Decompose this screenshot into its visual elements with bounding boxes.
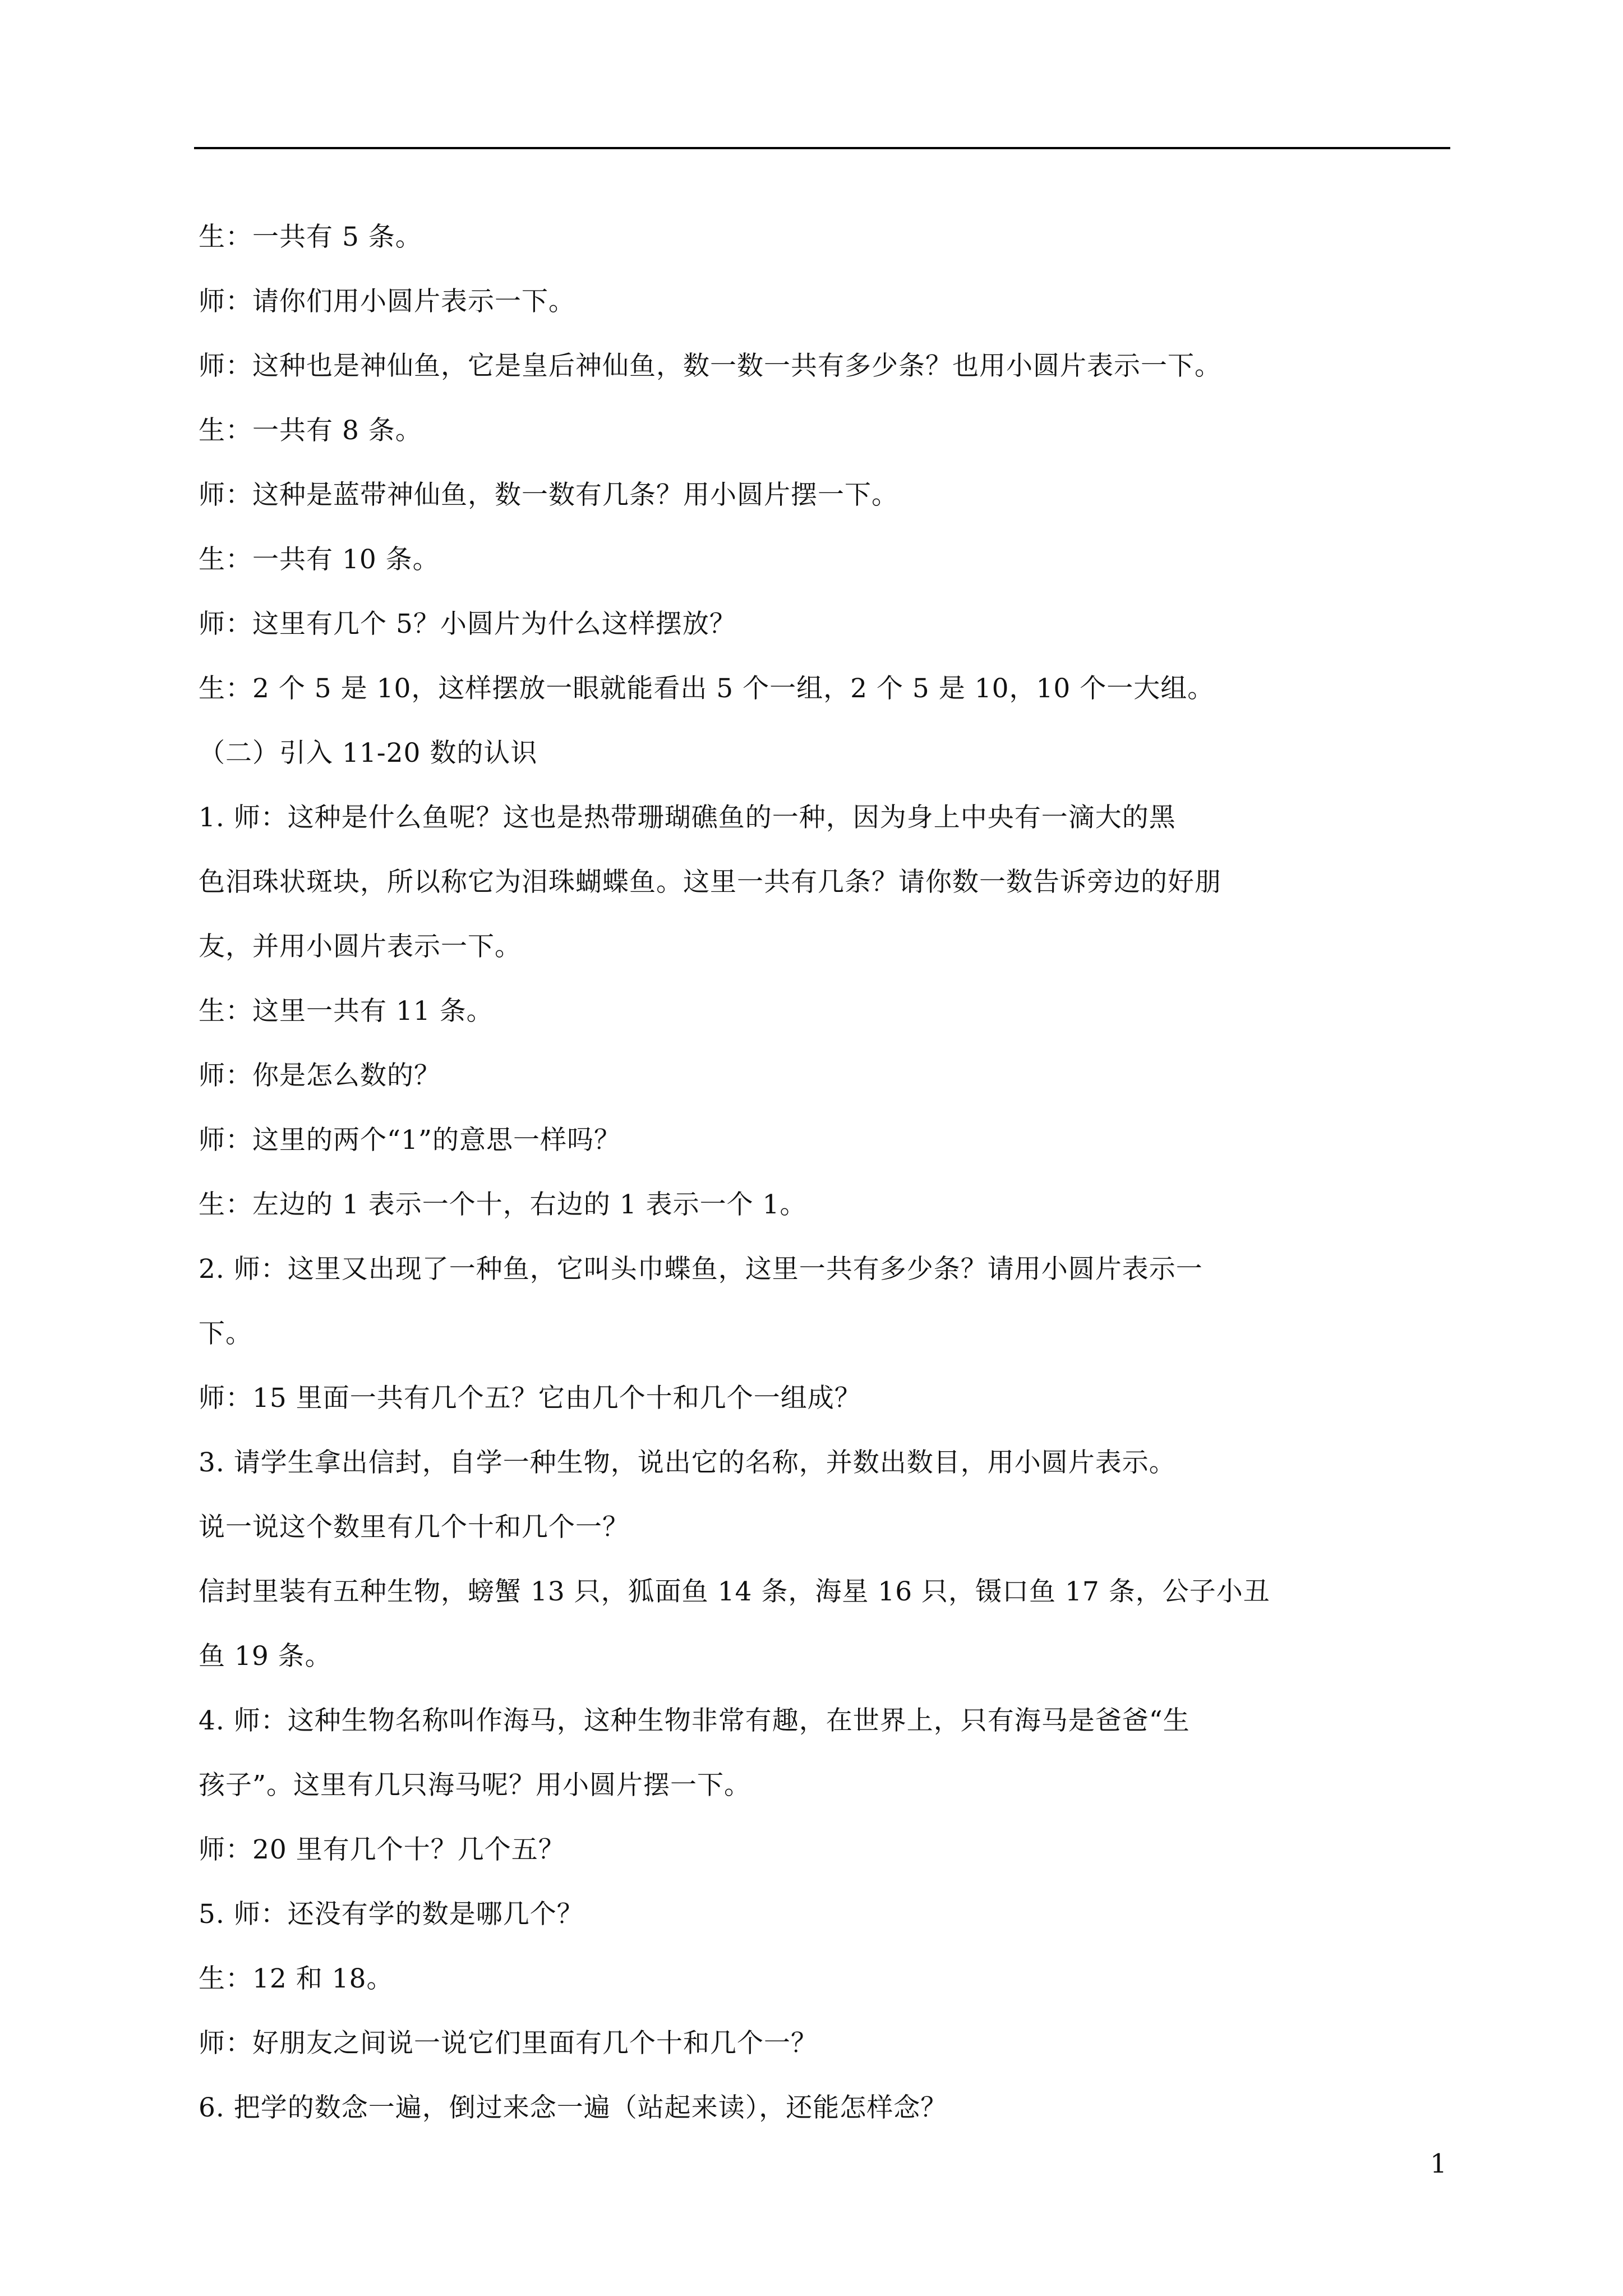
text-line: 师：15 里面一共有几个五？它由几个十和几个一组成？: [199, 1383, 861, 1414]
text-line: 师：这种是蓝带神仙鱼，数一数有几条？用小圆片摆一下。: [199, 480, 898, 510]
text-line: 色泪珠状斑块，所以称它为泪珠蝴蝶鱼。这里一共有几条？请你数一数告诉旁边的好朋: [199, 867, 1221, 898]
section-heading: （二）引入 11-20 数的认识: [199, 738, 538, 769]
text-line: 师：好朋友之间说一说它们里面有几个十和几个一？: [199, 2028, 818, 2059]
text-line: 信封里装有五种生物，螃蟹 13 只，狐面鱼 14 条，海星 16 只，镊口鱼 17 条，公子小丑: [199, 1576, 1270, 1607]
text-line: 师：20 里有几个十？几个五？: [199, 1834, 565, 1865]
text-line: 5. 师：还没有学的数是哪几个？: [199, 1899, 584, 1930]
header-rule: [194, 147, 1450, 149]
text-line: 1. 师：这种是什么鱼呢？这也是热带珊瑚礁鱼的一种，因为身上中央有一滴大的黑: [199, 802, 1176, 833]
text-line: 3. 请学生拿出信封，自学一种生物，说出它的名称，并数出数目，用小圆片表示。: [199, 1447, 1176, 1478]
text-line: 生：一共有 8 条。: [199, 415, 422, 446]
text-line: 生：2 个 5 是 10，这样摆放一眼就能看出 5 个一组，2 个 5 是 10，10 个一大组。: [199, 673, 1215, 704]
text-line: 说一说这个数里有几个十和几个一？: [199, 1512, 629, 1543]
page-number: 1: [1430, 2148, 1447, 2179]
text-line: 生：左边的 1 表示一个十，右边的 1 表示一个 1。: [199, 1189, 807, 1220]
text-line: 师：这里有几个 5？小圆片为什么这样摆放？: [199, 609, 736, 639]
text-line: 6. 把学的数念一遍，倒过来念一遍（站起来读），还能怎样念？: [199, 2092, 948, 2123]
text-line: 师：你是怎么数的？: [199, 1060, 441, 1091]
text-line: 生：一共有 10 条。: [199, 544, 440, 575]
text-line: 2. 师：这里又出现了一种鱼，它叫头巾蝶鱼，这里一共有多少条？请用小圆片表示一: [199, 1254, 1203, 1285]
text-line: 师：这里的两个“1”的意思一样吗？: [199, 1125, 621, 1156]
text-line: 孩子”。这里有几只海马呢？用小圆片摆一下。: [199, 1770, 751, 1801]
text-line: 师：这种也是神仙鱼，它是皇后神仙鱼，数一数一共有多少条？也用小圆片表示一下。: [199, 351, 1221, 381]
text-line: 生：一共有 5 条。: [199, 222, 422, 252]
document-body: [199, 205, 1320, 2140]
text-line: 下。: [199, 1318, 252, 1349]
text-line: 生：这里一共有 11 条。: [199, 996, 494, 1027]
text-line: 友，并用小圆片表示一下。: [199, 931, 522, 962]
text-line: 生：12 和 18。: [199, 1963, 394, 1994]
text-line: 师：请你们用小圆片表示一下。: [199, 286, 575, 317]
text-line: 鱼 19 条。: [199, 1641, 332, 1672]
text-line: 4. 师：这种生物名称叫作海马，这种生物非常有趣，在世界上，只有海马是爸爸“生: [199, 1705, 1190, 1736]
